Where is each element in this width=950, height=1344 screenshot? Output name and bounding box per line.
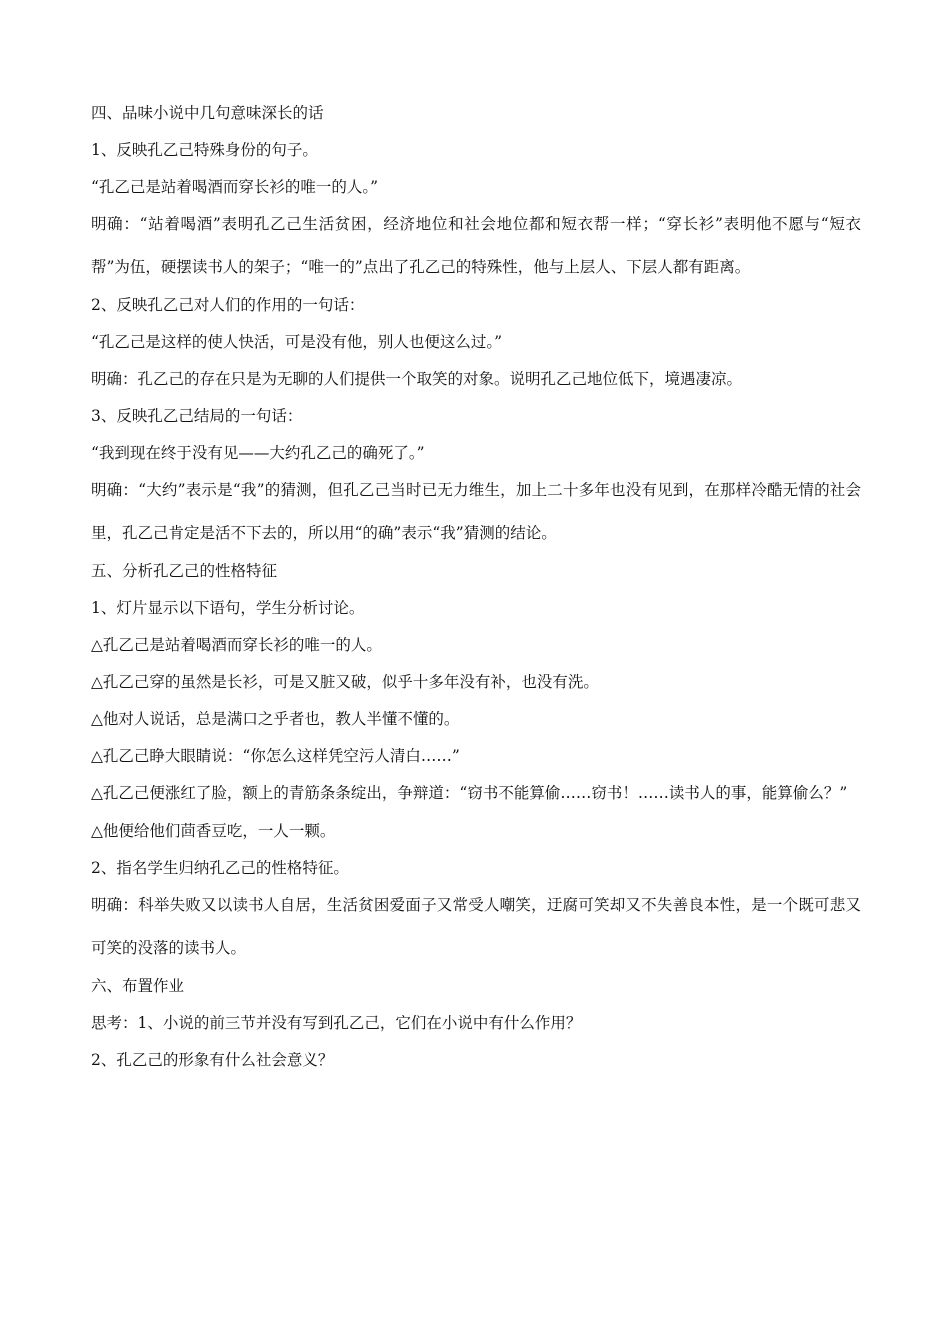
triangle-bullet-line: △孔乙己便涨红了脸，额上的青筋条条绽出，争辩道：“窃书不能算偷……窃书！……读书人的事，能算偷么？” <box>91 784 848 802</box>
answer-paragraph: 明确：“站着喝酒”表明孔乙己生活贫困，经济地位和社会地位都和短衣帮一样；“穿长衫”表明他不愿与“短衣帮”为伍，硬摆读书人的架子；“唯一的”点出了孔乙己的特殊性，他与上层人、下层人都有距离。 <box>91 215 861 276</box>
question-item: 2、指名学生归纳孔乙己的性格特征。 <box>91 859 349 877</box>
section-heading-5: 五、分析孔乙己的性格特征 <box>91 562 278 580</box>
answer-paragraph: 明确：“大约”表示是“我”的猜测，但孔乙己当时已无力维生，加上二十多年也没有见到，在那样冷酷无情的社会里，孔乙己肯定是活不下去的，所以用“的确”表示“我”猜测的结论。 <box>91 481 861 542</box>
triangle-bullet-line: △孔乙己穿的虽然是长衫，可是又脏又破，似乎十多年没有补，也没有洗。 <box>91 673 599 691</box>
question-item: 3、反映孔乙己结局的一句话： <box>91 407 303 425</box>
document-page <box>91 100 861 1084</box>
question-item: 1、灯片显示以下语句，学生分析讨论。 <box>91 599 365 617</box>
section-heading-4: 四、品味小说中几句意味深长的话 <box>91 104 324 122</box>
homework-question: 思考：1、小说的前三节并没有写到孔乙己，它们在小说中有什么作用？ <box>91 1014 582 1032</box>
triangle-bullet-line: △他对人说话，总是满口之乎者也，教人半懂不懂的。 <box>91 710 460 728</box>
triangle-bullet-line: △孔乙己睁大眼睛说：“你怎么这样凭空污人清白……” <box>91 747 460 765</box>
triangle-bullet-line: △他便给他们茴香豆吃，一人一颗。 <box>91 822 336 840</box>
answer-paragraph: 明确：科举失败又以读书人自居，生活贫困爱面子又常受人嘲笑，迂腐可笑却又不失善良本性，是一个既可悲又可笑的没落的读书人。 <box>91 896 861 957</box>
quote-line: “孔乙己是这样的使人快活，可是没有他，别人也便这么过。” <box>91 333 503 351</box>
quote-line: “我到现在终于没有见——大约孔乙己的确死了。” <box>91 444 425 462</box>
question-item: 2、反映孔乙己对人们的作用的一句话： <box>91 296 365 314</box>
section-heading-6: 六、布置作业 <box>91 977 185 995</box>
triangle-bullet-line: △孔乙己是站着喝酒而穿长衫的唯一的人。 <box>91 636 382 654</box>
quote-line: “孔乙己是站着喝酒而穿长衫的唯一的人。” <box>91 178 379 196</box>
answer-paragraph: 明确：孔乙己的存在只是为无聊的人们提供一个取笑的对象。说明孔乙己地位低下，境遇凄凉。 <box>91 370 743 388</box>
question-item: 1、反映孔乙己特殊身份的句子。 <box>91 141 318 159</box>
homework-question: 2、孔乙己的形象有什么社会意义？ <box>91 1051 334 1069</box>
